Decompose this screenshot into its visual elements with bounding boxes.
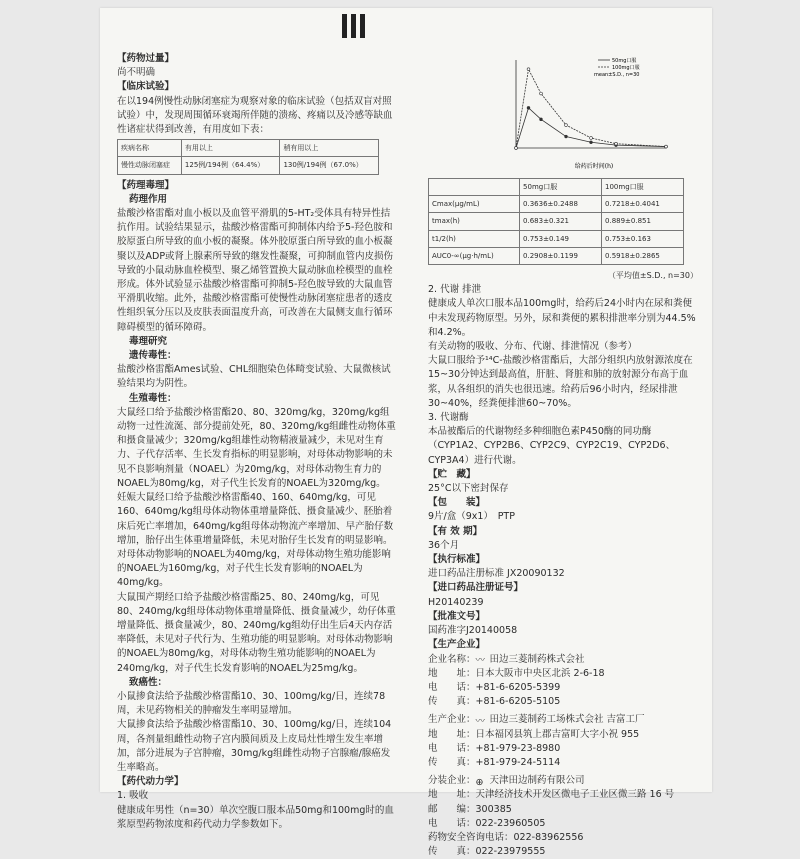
company-line xyxy=(428,653,698,667)
data-point xyxy=(527,68,530,71)
table-cell: 125例/194例（64.4%） xyxy=(181,157,280,174)
table-header-cell xyxy=(429,179,520,196)
standard-text: 进口药品注册标准 JX20090132 xyxy=(428,568,565,580)
overdose-text: 尚不明确 xyxy=(117,67,156,79)
table-cell: t1/2(h) xyxy=(429,230,520,247)
pharmacology-heading: 【药理毒理】 xyxy=(117,179,175,191)
table-cell: 0.753±0.149 xyxy=(520,230,602,247)
producer-address-line xyxy=(428,728,698,742)
table-header-cell: 稍有用以上 xyxy=(280,140,379,157)
table-cell: tmax(h) xyxy=(429,213,520,230)
pk-params-table xyxy=(428,178,684,265)
producer-fax: +81-979-24-5114 xyxy=(475,756,561,768)
repro-tox-title: 生殖毒性： xyxy=(129,392,177,404)
legend-item: 50mg口服 xyxy=(612,58,637,64)
tel-label: 电 话： xyxy=(428,681,476,693)
table-cell: 0.5918±0.2865 xyxy=(602,247,684,264)
producer-line xyxy=(428,713,698,727)
pharm-action-text: 盐酸沙格雷酯对血小板以及血管平滑肌的5-HT₂受体具有特异性拮抗作用。试验结果显示，盐酸沙格雷酯可抑制体内给予5-羟色胺和胶原蛋白所导致的血小板的凝聚。体外胶原蛋白所导致的血小板凝聚以及ADP或肾上腺素所导致的继发性凝聚，可抑制血管内皮损伤导致的小鼠动脉血栓模型、聚乙烯管置换大鼠动脉血栓模型的血栓形成。体外试验显示盐酸沙格雷酯可抑制5-羟色胺导致的大鼠血管平滑肌收缩。此外，盐酸沙格雷酯可使慢性动脉闭塞症患者的透皮性组织氧分压以及皮肤表面温度升高，可改善在大鼠侧支血行循环障碍模型的循环障碍。 xyxy=(117,208,394,333)
address-value: 日本大阪市中央区北浜 2-6-18 xyxy=(475,667,605,679)
genotoxicity-title: 遗传毒性： xyxy=(129,350,177,362)
table-cell: 0.3636±0.2488 xyxy=(520,196,602,213)
data-point xyxy=(590,137,593,140)
packager-label: 分装企业： xyxy=(428,775,476,787)
approval-text: 国药准字J20140058 xyxy=(428,625,518,637)
pk-absorption-title: 1. 吸收 xyxy=(117,790,149,802)
fax-label: 传 真： xyxy=(428,846,476,858)
fax-value: +81-6-6205-5105 xyxy=(475,696,561,708)
clinical-table xyxy=(117,139,379,174)
data-point xyxy=(565,124,568,127)
table-header-cell: 疾病名称 xyxy=(118,140,182,157)
clinical-text: 在以194例慢性动脉闭塞症为观察对象的临床试验（包括双盲对照试验）中，发现周围循环衰竭所伴随的溃疡、疼痛以及冷感等缺血性诸症状得到改善，有用度如下表： xyxy=(117,95,393,136)
data-point xyxy=(540,92,543,95)
packager-line xyxy=(428,774,698,788)
registration-heading: 【进口药品注册证号】 xyxy=(428,582,524,594)
table-note: （平均值±S.D., n=30） xyxy=(607,271,698,281)
barcode-mark xyxy=(342,14,378,38)
packager-fax: 022-23979555 xyxy=(475,846,546,858)
genotoxicity-text: 盐酸沙格雷酯Ames试验、CHL细胞染色体畸变试验、大鼠微核试验结果均为阴性。 xyxy=(117,364,391,390)
table-cell: 慢性动脉闭塞症 xyxy=(118,157,182,174)
overdose-heading: 【药物过量】 xyxy=(117,53,175,64)
x-axis-label: 给药后时间(h) xyxy=(574,163,614,170)
series-line-1 xyxy=(516,69,666,148)
data-point xyxy=(615,142,618,145)
zip-line xyxy=(428,803,698,817)
producer-address: 日本福冈县筑上郡吉富町大字小祝 955 xyxy=(475,728,640,740)
storage-text: 25°C以下密封保存 xyxy=(428,483,509,495)
producer-name: 田边三菱制药工场株式会社 吉富工厂 xyxy=(489,714,645,726)
animal-pk-text: 大鼠口服给予¹⁴C-盐酸沙格雷酯后，大部分组织内放射源浓度在15~30分钟达到最高值，肝脏、肾脏和肺的放射源分布高于血浆，从各组织的消失也很迅速。给药后96小时内，经尿排泄30~40%，经粪便排泄60~70%。 xyxy=(428,355,693,409)
address-label: 地 址： xyxy=(428,789,476,801)
fax-label: 传 真： xyxy=(428,756,476,768)
company-name: 田边三菱制药株式会社 xyxy=(489,653,585,665)
data-point xyxy=(527,106,530,109)
metabolism-text: 健康成人单次口服本品100mg时，给药后24小时内在尿和粪便中未发现药物原型。另外，尿和粪便的累积排泄率分别为44.5%和4.2%。 xyxy=(428,298,696,338)
pk-chart xyxy=(494,52,670,172)
table-cell: 0.2908±0.1199 xyxy=(520,247,602,264)
table-cell: 0.753±0.163 xyxy=(602,230,684,247)
enzyme-text: 本品被酯后的代谢物经多种细胞色素P450酶的同功酶（CYP1A2、CYP2B6、CYP2C9、CYP2C19、CYP2D6、CYP3A4）进行代谢。 xyxy=(428,426,676,466)
legend-item: 100mg口服 xyxy=(612,65,640,71)
table-cell: AUC0-∞(μg·h/mL) xyxy=(429,247,520,264)
fax-label: 传 真： xyxy=(428,696,476,708)
company-logo-icon: 〰 xyxy=(475,655,486,666)
table-cell: 0.683±0.321 xyxy=(520,213,602,230)
data-point xyxy=(515,147,518,150)
packager-tel: 022-23960505 xyxy=(475,817,546,829)
left-column xyxy=(117,52,397,832)
package-text: 9片/盒（9x1） PTP xyxy=(428,511,515,523)
table-cell: 0.7218±0.4041 xyxy=(602,196,684,213)
producer-tel-line xyxy=(428,742,698,756)
repro-tox-text-2: 妊娠大鼠经口给予盐酸沙格雷酯40、160、640mg/kg，可见160、640mg/kg组母体动物体重增量降低、摄食量减少、胚胎着床后死亡率增加，640mg/kg组母体动物流产率增加、早产胎仔数增加，胎仔出生体重增量降低，未见对胎仔生长发育的明显影响。对母体动物影响的NOAEL为40mg/kg，对母体动物生殖功能影响的NOAEL为160mg/kg，对子代生长发育影响的NOAEL为40mg/kg。 xyxy=(117,492,394,589)
pk-absorption-text: 健康成年男性（n=30）单次空腹口服本品50mg和100mg时的血浆原型药物浓度和药代动力学参数如下。 xyxy=(117,804,394,830)
producer-fax-line xyxy=(428,756,698,770)
storage-heading: 【贮 藏】 xyxy=(428,468,476,480)
producer-label: 生产企业： xyxy=(428,714,476,726)
table-header-cell: 50mg口服 xyxy=(520,179,602,196)
table-cell: Cmax(μg/mL) xyxy=(429,196,520,213)
hotline-label: 药物安全咨询电话： xyxy=(428,831,514,843)
carcinogenicity-title: 致癌性： xyxy=(129,676,168,688)
registration-text: H20140239 xyxy=(428,596,484,608)
packager-fax-line xyxy=(428,845,698,859)
metabolism-title: 2. 代谢 排泄 xyxy=(428,284,482,296)
carcinogenicity-text-2: 大鼠掺食法给予盐酸沙格雷酯10、30、100mg/kg/日，连续104周，各剂量组雌性动物子宫内膜间质及上皮局灶性增生发生率增加，部分进展为子宫肿瘤，30mg/kg组雌性动物子宫腺瘤/腺癌发生率略高。 xyxy=(117,719,392,773)
producer-tel: +81-979-23-8980 xyxy=(475,742,561,754)
manufacturer-heading: 【生产企业】 xyxy=(428,639,486,651)
clinical-heading: 【临床试验】 xyxy=(117,81,175,93)
producer-logo-icon: 〰 xyxy=(475,715,486,727)
company-label: 企业名称： xyxy=(428,653,476,665)
address-label: 地 址： xyxy=(428,667,476,679)
table-header-cell: 100mg口服 xyxy=(602,179,684,196)
packager-logo-icon: ⊕ xyxy=(475,776,484,788)
toxicology-title: 毒理研究 xyxy=(129,335,168,347)
data-point xyxy=(540,118,543,121)
address-line xyxy=(428,667,698,681)
tel-label: 电 话： xyxy=(428,817,476,829)
animal-pk-title: 有关动物的吸收、分布、代谢、排泄情况（参考） xyxy=(428,341,638,353)
address-label: 地 址： xyxy=(428,728,476,740)
packager-address-line xyxy=(428,788,698,802)
approval-heading: 【批准文号】 xyxy=(428,610,486,622)
pharm-action-title: 药理作用 xyxy=(129,193,168,205)
data-point xyxy=(665,145,668,148)
zip-value: 300385 xyxy=(475,803,512,815)
package-heading: 【包 装】 xyxy=(428,497,486,509)
table-header-cell: 有用以上 xyxy=(181,140,280,157)
packager-tel-line xyxy=(428,817,698,831)
right-column xyxy=(428,52,698,859)
hotline-value: 022-83962556 xyxy=(513,831,584,843)
repro-tox-text-3: 大鼠围产期经口给予盐酸沙格雷酯25、80、240mg/kg，可见80、240mg/kg组母体动物体重增量降低、摄食量减少，幼仔体重增量降低、摄食量减少，80、240mg/kg组幼仔出生后4天内存活率降低，未见对子代行为、生殖功能的明显影响。对母体动物影响的NOAEL为80mg/kg，对母体动物生殖功能影响的NOAEL为240mg/kg，对子代生长发育影响的NOAEL为25mg/kg。 xyxy=(117,591,396,674)
zip-label: 邮 编： xyxy=(428,803,476,815)
packager-address: 天津经济技术开发区微电子工业区微三路 16 号 xyxy=(475,789,675,801)
validity-heading: 【有 效 期】 xyxy=(428,525,483,537)
fax-line xyxy=(428,695,698,709)
standard-heading: 【执行标准】 xyxy=(428,554,486,566)
repro-tox-text-1: 大鼠经口给予盐酸沙格雷酯20、80、320mg/kg，320mg/kg组动物一过性流涎、部分提前处死，80、320mg/kg组雌性动物体重和摄食量减少；320mg/kg组雄性动物精液量减少，未见对生育力、子代存活率、生长发育指标的明显影响，对母体动物影响的未见不良影响剂量（NOAEL）为20mg/kg，对母体动物生育力的NOAEL为80mg/kg，对子代生长发育的NOAEL为320mg/kg。 xyxy=(117,406,396,489)
enzyme-title: 3. 代谢酶 xyxy=(428,412,469,424)
validity-text: 36个月 xyxy=(428,539,460,551)
tel-value: +81-6-6205-5399 xyxy=(475,681,561,693)
table-cell: 0.889±0.851 xyxy=(602,213,684,230)
tel-label: 电 话： xyxy=(428,742,476,754)
tel-line xyxy=(428,681,698,695)
hotline-line xyxy=(428,831,698,845)
carcinogenicity-text-1: 小鼠掺食法给予盐酸沙格雷酯10、30、100mg/kg/日，连续78周，未见药物相关的肿瘤发生率明显增加。 xyxy=(117,690,386,717)
packager-name: 天津田边制药有限公司 xyxy=(489,775,585,787)
table-cell: 130例/194例（67.0%） xyxy=(280,157,379,174)
pk-heading: 【药代动力学】 xyxy=(117,776,184,788)
legend-note: mean±S.D., n=30 xyxy=(594,72,640,78)
pk-chart-svg xyxy=(494,52,670,172)
data-point xyxy=(565,135,568,138)
data-point xyxy=(590,141,593,144)
